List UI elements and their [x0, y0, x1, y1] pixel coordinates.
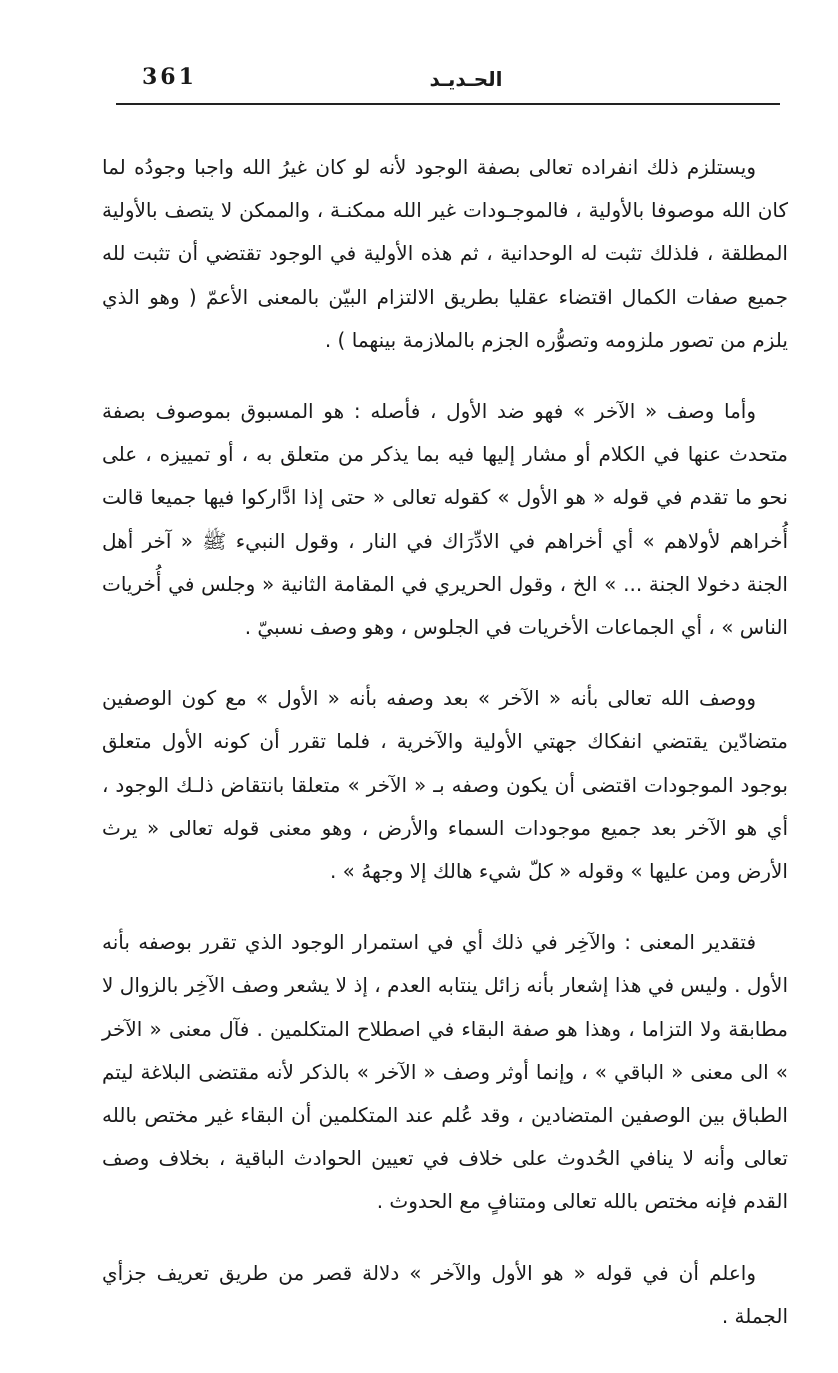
paragraph: واعلم أن في قوله « هو الأول والآخر » دلالة قصر من طريق تعريف جزأي الجملة . [102, 1260, 788, 1328]
paragraph: ويستلزم ذلك انفراده تعالى بصفة الوجود لأنه لو كان غيرُ الله واجبا وجودُه لما كان الله موصوفا بالأولية ، فالموجـودات غير الله ممكنـة ، والممكن لا يتصف بالأولية المطلقة ، فلذلك تثبت له الوحدانية ، ثم هذه الأولية في الوجود تقتضي أن تثبت لله جميع صفات الكمال اقتضاء عقليا بطريق الالتزام البيّن بالمعنى الأعمّ ( وهو الذي يلزم من تصور ملزومه وتصوُّره الجزم بالملازمة بينهما ) . [102, 155, 788, 352]
header-rule [116, 103, 780, 105]
page-number: 361 [142, 64, 197, 90]
page-header [116, 62, 780, 96]
paragraph: ووصف الله تعالى بأنه « الآخر » بعد وصفه بأنه « الأول » مع كون الوصفين متضادّين يقتضي انفكاك جهتي الأولية والآخرية ، فلما تقرر أن كونه الأول متعلق بوجود الموجودات اقتضى أن يكون وصفه بـ « الآخر » متعلقا بانتقاض ذلـك الوجود ، أي هو الآخر بعد جميع موجودات السماء والأرض ، وهو معنى قوله تعالى « يرث الأرض ومن عليها » وقوله « كلّ شيء هالك إلا وجههُ » . [102, 686, 788, 884]
body-text [102, 146, 788, 1366]
paragraph: فتقدير المعنى : والآخِر في ذلك أي في استمرار الوجود الذي تقرر بوصفه بأنه الأول . وليس في هذا إشعار بأنه زائل ينتابه العدم ، إذ لا يشعر وصف الآخِر بالزوال لا مطابقة ولا التزاما ، وهذا هو صفة البقاء في اصطلاح المتكلمين . فآل معنى « الآخر » الى معنى « الباقي » ، وإنما أوثر وصف « الآخر » بالذكر لأنه مقتضى البلاغة ليتم الطباق بين الوصفين المتضادين ، وقد عُلم عند المتكلمين أن البقاء غير مختص بالله تعالى وأنه لا ينافي الحُدوث على خلاف في تعيين الحوادث الباقية ، بخلاف وصف القدم فإنه مختص بالله تعالى ومتنافٍ مع الحدوث . [102, 930, 788, 1214]
running-title: الحـديـد [429, 67, 503, 91]
paragraph: وأما وصف « الآخر » فهو ضد الأول ، فأصله : هو المسبوق بموصوف بصفة متحدث عنها في الكلام أو مشار إليها فيه بما يذكر من متعلق به ، أو تمييزه ، على نحو ما تقدم في قوله « هو الأول » كقوله تعالى « حتى إذا ادَّاركوا فيها جميعا قالت أُخراهم لأولاهم » أي أخراهم في الادِّرَاك في النار ، وقول النبيء ﷺ « آخر أهل الجنة دخولا الجنة ... » الخ ، وقول الحريري في المقامة الثانية « وجلس في أُخريات الناس » ، أي الجماعات الأخريات في الجلوس ، وهو وصف نسبيّ . [102, 399, 788, 640]
